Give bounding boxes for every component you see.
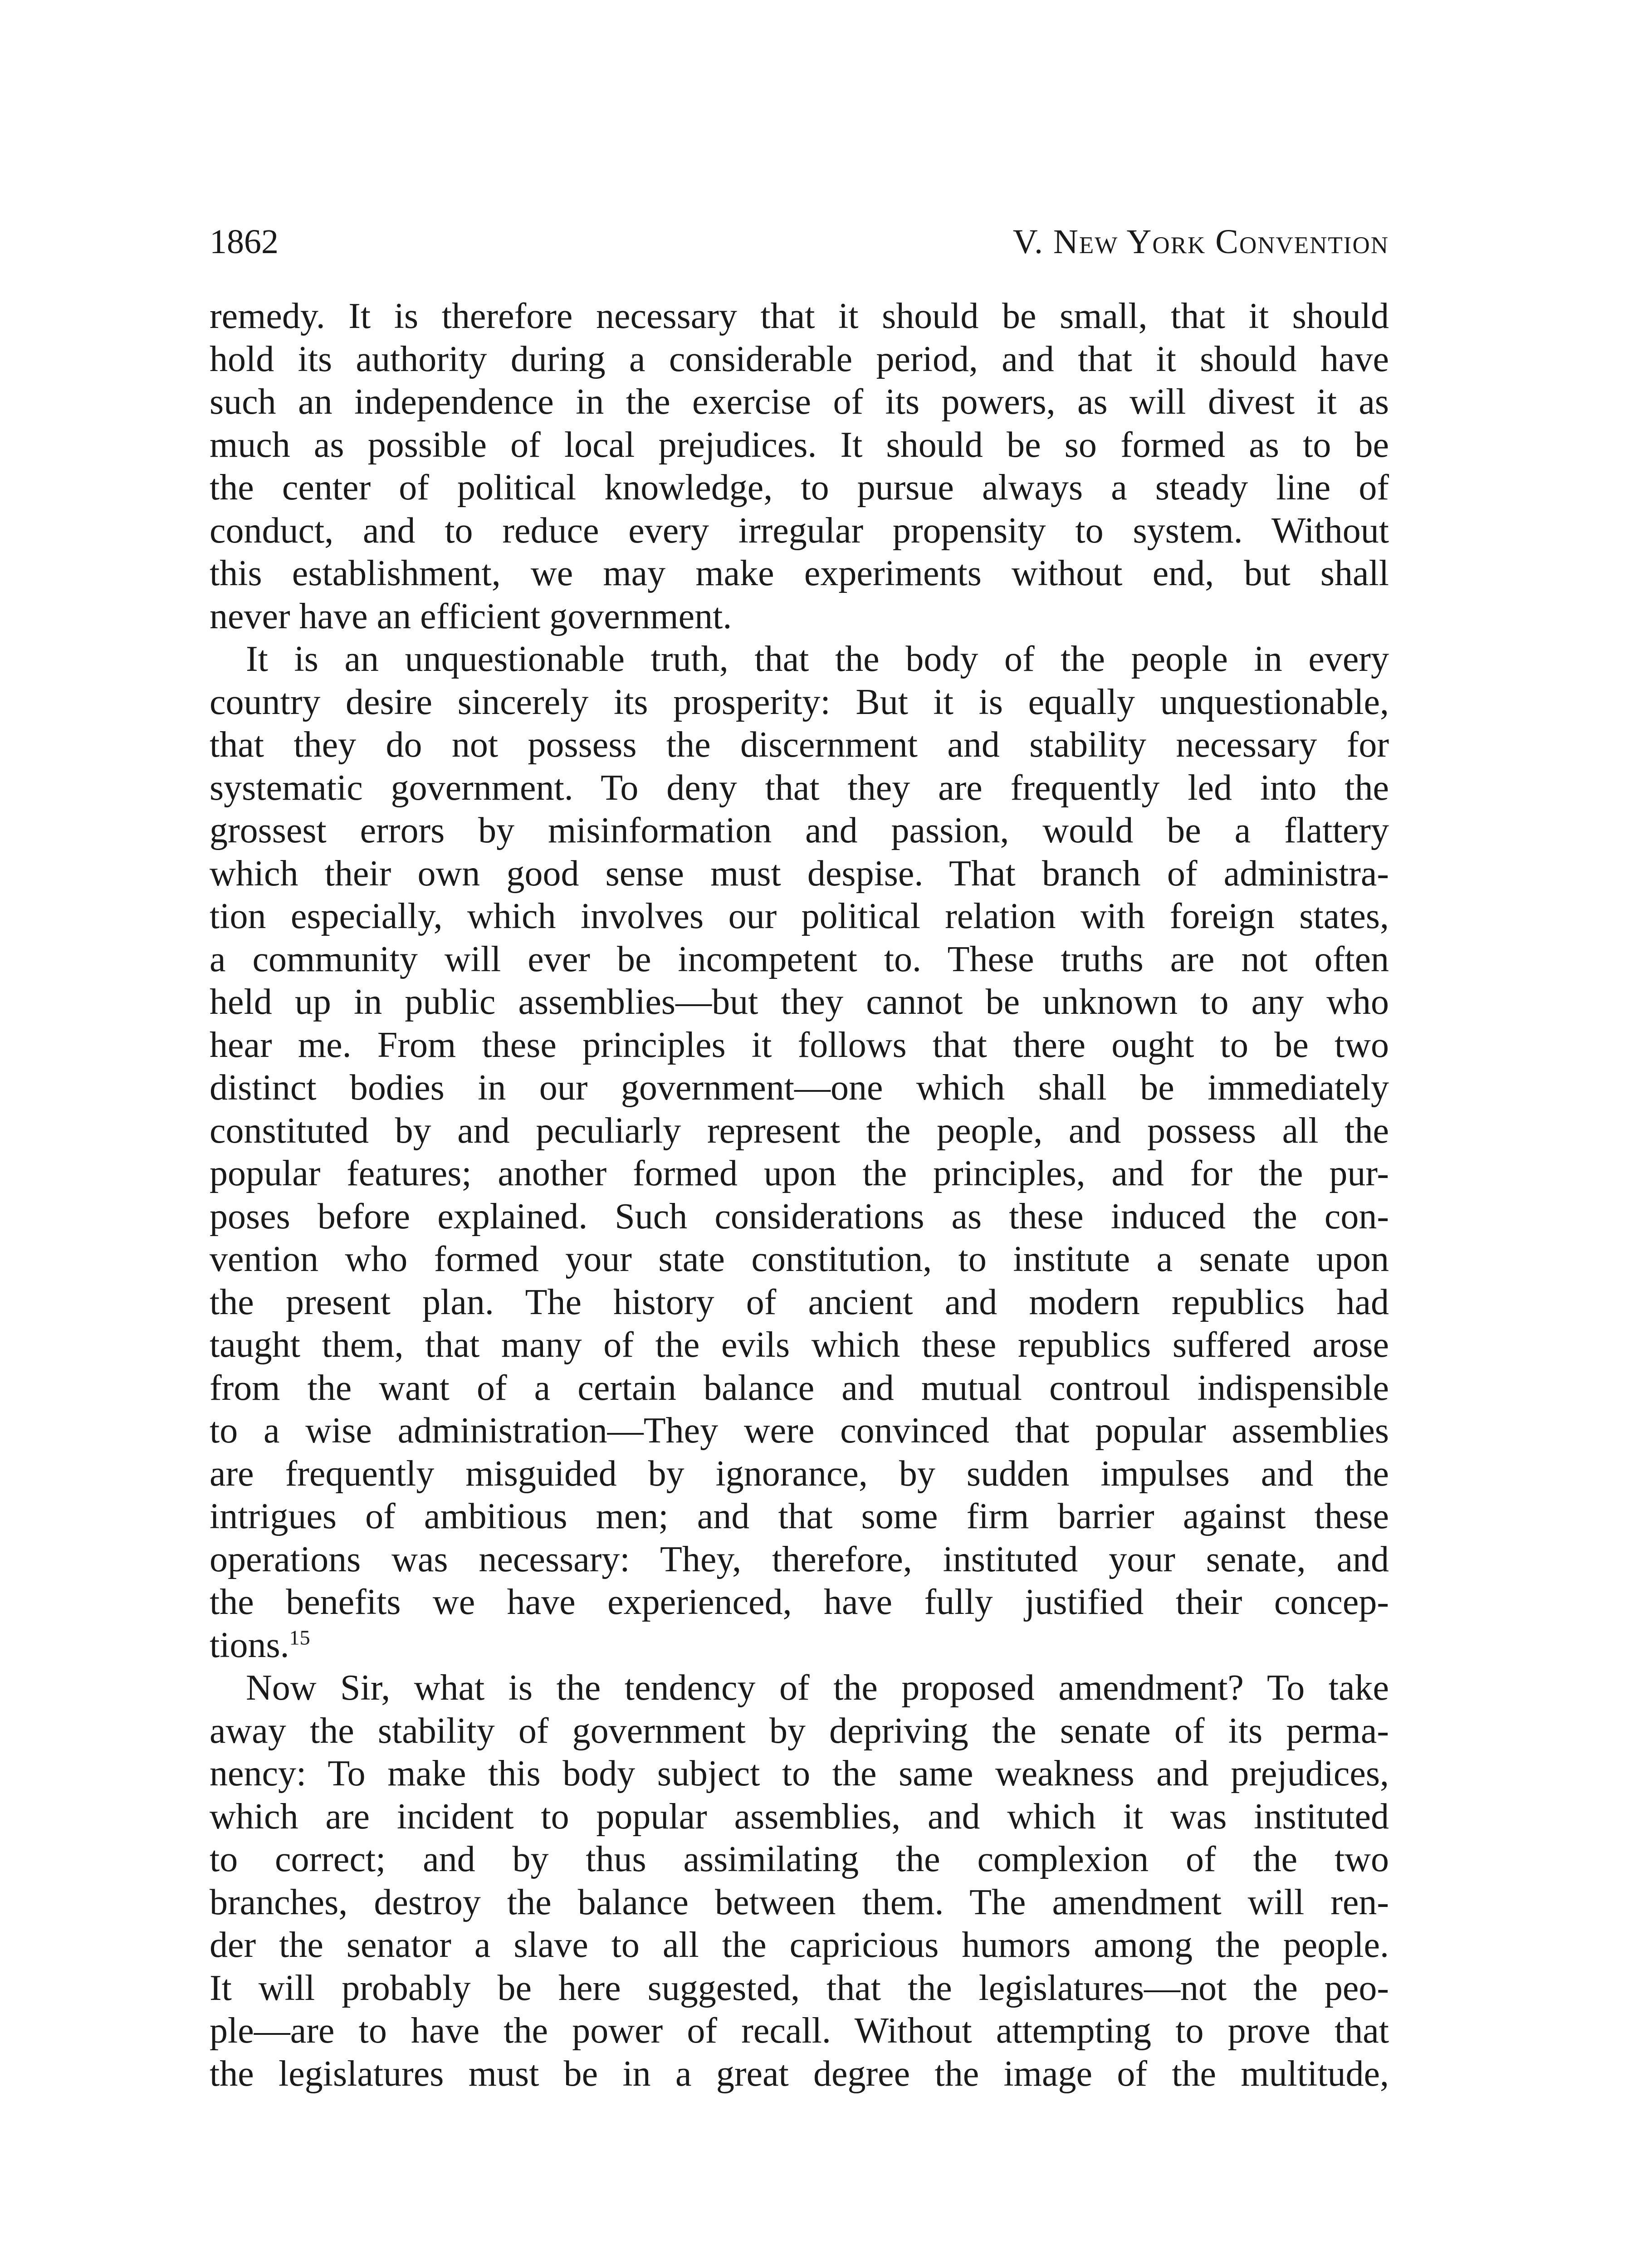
text-line: Now Sir, what is the tendency of the proposed amendment? To take bbox=[246, 1668, 1389, 1708]
text-line: remedy. It is therefore necessary that it should be small, that it should bbox=[210, 296, 1389, 336]
running-head: V. New York Convention bbox=[1012, 223, 1389, 261]
page-header bbox=[210, 217, 1389, 267]
footnote-reference[interactable]: 15 bbox=[289, 1625, 310, 1649]
text-line: conduct, and to reduce every irregular propensity to system. Without bbox=[210, 510, 1389, 551]
text-line: vention who formed your state constitution, to institute a senate upon bbox=[210, 1239, 1389, 1279]
text-line: intrigues of ambitious men; and that some firm barrier against these bbox=[210, 1496, 1389, 1536]
text-line: the legislatures must be in a great degree the image of the multitude, bbox=[210, 2053, 1389, 2094]
text-line: constituted by and peculiarly represent the people, and possess all the bbox=[210, 1110, 1389, 1151]
text-line: this establishment, we may make experiments without end, but shall bbox=[210, 553, 1389, 593]
text-line: away the stability of government by depriving the senate of its perma- bbox=[210, 1711, 1389, 1751]
text-line: hear me. From these principles it follows that there ought to be two bbox=[210, 1025, 1389, 1065]
text-line: from the want of a certain balance and mutual controul indispensible bbox=[210, 1368, 1389, 1408]
text-line-with-footnote bbox=[210, 1624, 1389, 1667]
text-line: the center of political knowledge, to pursue always a steady line of bbox=[210, 468, 1389, 508]
text-line: grossest errors by misinformation and passion, would be a flattery bbox=[210, 811, 1389, 850]
text-line: a community will ever be incompetent to. These truths are not often bbox=[210, 939, 1389, 979]
text-line: It will probably be here suggested, that the legislatures—not the peo- bbox=[210, 1968, 1389, 2008]
text-line: nency: To make this body subject to the same weakness and prejudices, bbox=[210, 1754, 1389, 1794]
text-line: that they do not possess the discernment and stability necessary for bbox=[210, 725, 1389, 765]
text-line: to a wise administration—They were convinced that popular assemblies bbox=[210, 1411, 1389, 1451]
text-line: are frequently misguided by ignorance, by sudden impulses and the bbox=[210, 1453, 1389, 1494]
text-line: much as possible of local prejudices. It should be so formed as to be bbox=[210, 425, 1389, 465]
body-text bbox=[210, 295, 1389, 2095]
text-line: poses before explained. Such considerations as these induced the con- bbox=[210, 1196, 1389, 1237]
text-line: popular features; another formed upon the principles, and for the pur- bbox=[210, 1154, 1389, 1193]
text-line: branches, destroy the balance between them. The amendment will ren- bbox=[210, 1882, 1389, 1922]
text-line: operations was necessary: They, therefore, instituted your senate, and bbox=[210, 1539, 1389, 1579]
text-line: taught them, that many of the evils which these republics suffered arose bbox=[210, 1325, 1389, 1365]
text-line: country desire sincerely its prosperity: But it is equally unquestionable, bbox=[210, 682, 1389, 722]
text-line: distinct bodies in our government—one which shall be immediately bbox=[210, 1068, 1389, 1108]
text-line: tions. bbox=[210, 1625, 289, 1665]
text-line: which their own good sense must despise. That branch of administra- bbox=[210, 853, 1389, 894]
text-line: held up in public assemblies—but they cannot be unknown to any who bbox=[210, 982, 1389, 1022]
text-line: which are incident to popular assemblies, and which it was instituted bbox=[210, 1796, 1389, 1837]
text-line: never have an efficient government. bbox=[210, 596, 732, 636]
text-line: systematic government. To deny that they are frequently led into the bbox=[210, 767, 1389, 808]
text-line: such an independence in the exercise of its powers, as will divest it as bbox=[210, 382, 1389, 422]
text-line: hold its authority during a considerable period, and that it should have bbox=[210, 339, 1389, 379]
text-line: to correct; and by thus assimilating the complexion of the two bbox=[210, 1839, 1389, 1879]
text-line: der the senator a slave to all the capricious humors among the people. bbox=[210, 1925, 1389, 1965]
page-number: 1862 bbox=[210, 223, 279, 261]
text-line: the present plan. The history of ancient and modern republics had bbox=[210, 1282, 1389, 1322]
text-line: the benefits we have experienced, have fully justified their concep- bbox=[210, 1582, 1389, 1622]
text-line: tion especially, which involves our political relation with foreign states, bbox=[210, 896, 1389, 936]
text-line: ple—are to have the power of recall. Without attempting to prove that bbox=[210, 2011, 1389, 2051]
text-line: It is an unquestionable truth, that the body of the people in every bbox=[246, 639, 1389, 679]
